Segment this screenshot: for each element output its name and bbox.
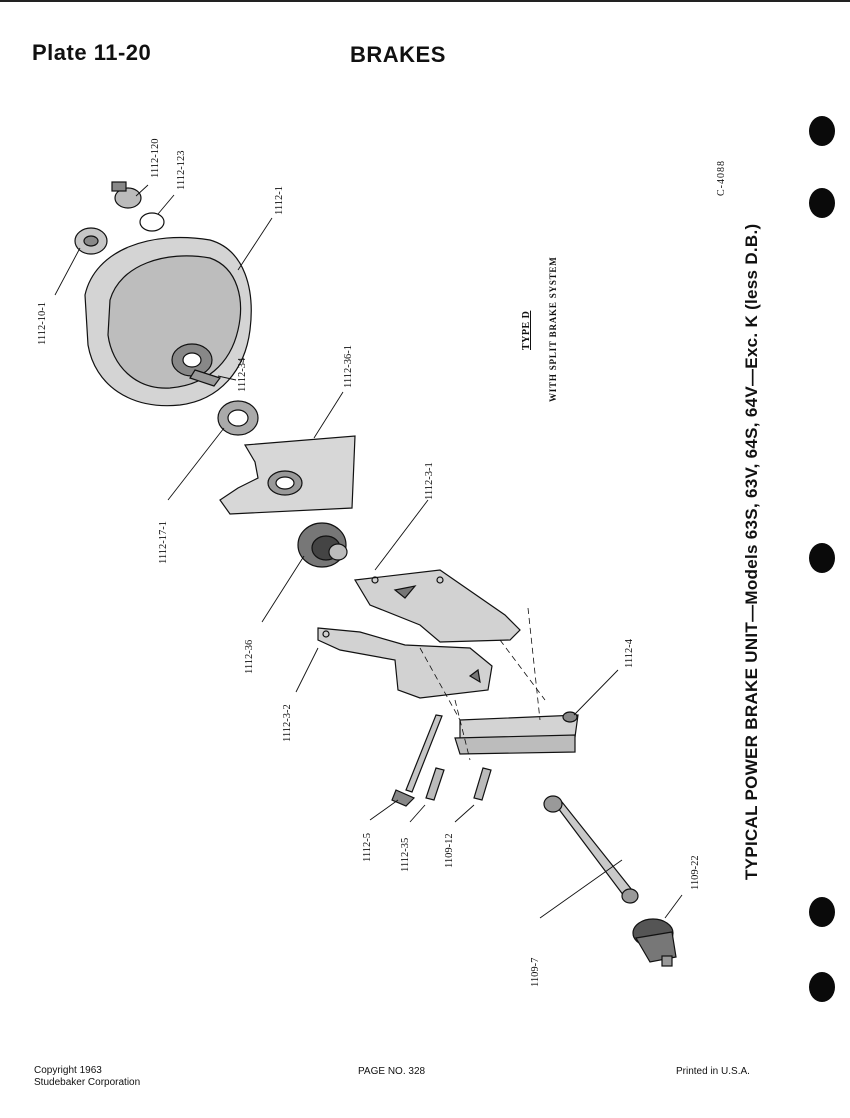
part-label-1109-7: 1109-7	[530, 957, 541, 987]
bellows-boot	[298, 523, 347, 567]
printed-in: Printed in U.S.A.	[676, 1066, 750, 1077]
figure-code: C-4088	[716, 160, 727, 196]
type-label: TYPE D	[521, 310, 532, 350]
upper-bracket	[355, 570, 520, 642]
part-label-1112-5: 1112-5	[362, 833, 373, 862]
pin	[474, 768, 491, 800]
figure-subtitle: WITH SPLIT BRAKE SYSTEM	[548, 256, 558, 402]
part-label-1109-22: 1109-22	[690, 855, 701, 890]
seal-ring	[218, 401, 258, 435]
part-label-1112-123: 1112-123	[176, 150, 187, 190]
part-label-1112-34: 1112-34	[237, 357, 248, 392]
mounting-gasket	[220, 436, 355, 514]
boot-cone	[633, 919, 676, 966]
part-label-1112-3-2: 1112-3-2	[282, 704, 293, 742]
part-label-1112-3-1: 1112-3-1	[424, 462, 435, 500]
part-label-1112-36-1: 1112-36-1	[343, 345, 354, 388]
part-label-1112-36: 1112-36	[244, 639, 255, 674]
plate-number: Plate 11-20	[32, 40, 152, 65]
copyright-notice	[34, 1065, 140, 1089]
brake-pedal-lever	[455, 712, 578, 754]
part-label-1112-1: 1112-1	[274, 186, 285, 215]
part-label-1109-12: 1109-12	[444, 833, 455, 868]
part-label-1112-4: 1112-4	[624, 639, 635, 668]
grommet-ring	[140, 213, 164, 231]
part-label-1112-35: 1112-35	[400, 837, 411, 872]
copyright-line-2: Studebaker Corporation	[34, 1077, 141, 1088]
part-label-1112-120: 1112-120	[150, 138, 161, 178]
section-title: BRAKES	[350, 42, 446, 67]
part-label-1112-17-1: 1112-17-1	[158, 521, 169, 564]
part-label-1112-10-1: 1112-10-1	[37, 302, 48, 345]
push-rod	[544, 796, 638, 903]
figure-caption: TYPICAL POWER BRAKE UNIT—Models 63S, 63V, 64S, 64V—Exc. K (less D.B.)	[742, 223, 761, 880]
brake-booster-housing	[85, 237, 251, 405]
copyright-line-1: Copyright 1963	[34, 1065, 102, 1076]
page-number: PAGE NO. 328	[358, 1066, 426, 1077]
bushing	[426, 768, 444, 800]
